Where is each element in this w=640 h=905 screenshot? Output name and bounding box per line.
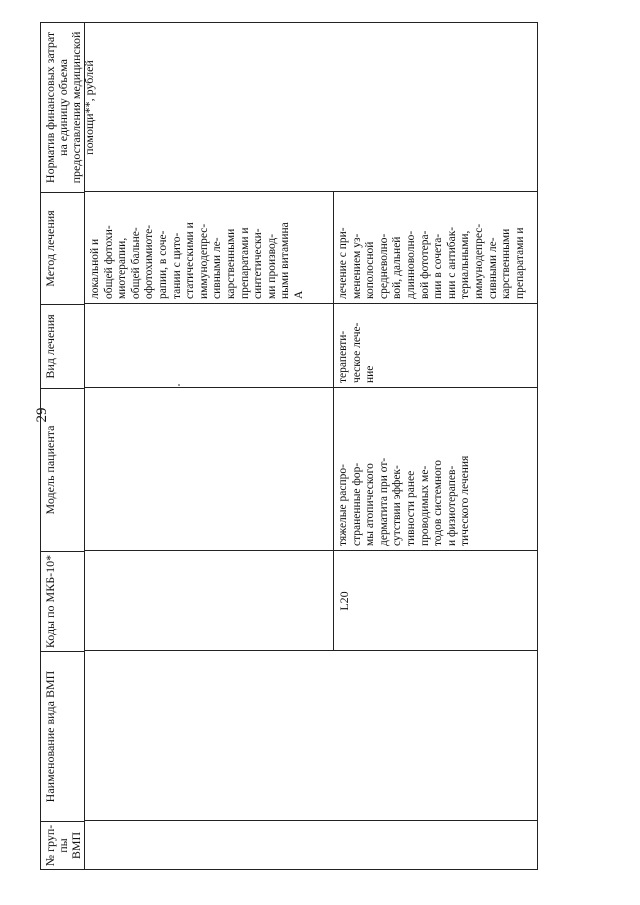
header-treatment-type: Вид лечения [41, 304, 85, 388]
col-separator [85, 303, 537, 304]
col-separator [333, 387, 537, 388]
col-separator [85, 191, 537, 192]
header-icd-codes: Коды по МКБ-10* [41, 551, 85, 651]
scan-speck [178, 384, 180, 386]
col-separator [85, 650, 537, 651]
row2-icd-code: L20 [337, 591, 351, 611]
col-separator [85, 820, 537, 821]
header-treatment-method: Метод лечения [41, 192, 85, 304]
header-patient-model: Модель пациента [41, 388, 85, 551]
page-number: 29 [34, 407, 50, 423]
header-group-number: № груп-пы ВМП [41, 821, 85, 869]
treatment-table [40, 22, 538, 870]
header-vmp-name: Наименование вида ВМП [41, 651, 85, 821]
row2-method: лечение с при- менением уз- кополосной средневолно- вой, дальней длинноволно- вой фототера- пии в сочета- нии с антибак- териальными, иммунодепрес- сивными ле- карственными препаратами и [337, 223, 526, 299]
inner-border [85, 550, 311, 551]
inner-border [85, 387, 333, 388]
rotated-table-wrapper [0, 30, 526, 905]
row-divider [333, 192, 334, 651]
row2-patient-model: тяжелые распро- страненные фор- мы атопического дерматита при от- сутствии эффек- тивности ранее проводимых ме- тодов системного и физиотерапев- тического лечения [337, 455, 472, 546]
header-financial-norm: Норматив финансовых затрат на единицу объема предоставления медицинской помощи**, рублей [41, 23, 85, 192]
row2-treatment-type: терапевти- ческое лече- ние [337, 322, 377, 383]
row1-method: локальной и общей фотохи- миотерапии, общей бальне- офотохимиоте- рапии, в соче- тании с цито- статическими и иммунодепрес- сивными ле- карственными препаратами и синтетически- ми производ- ными витамина А [89, 222, 305, 299]
